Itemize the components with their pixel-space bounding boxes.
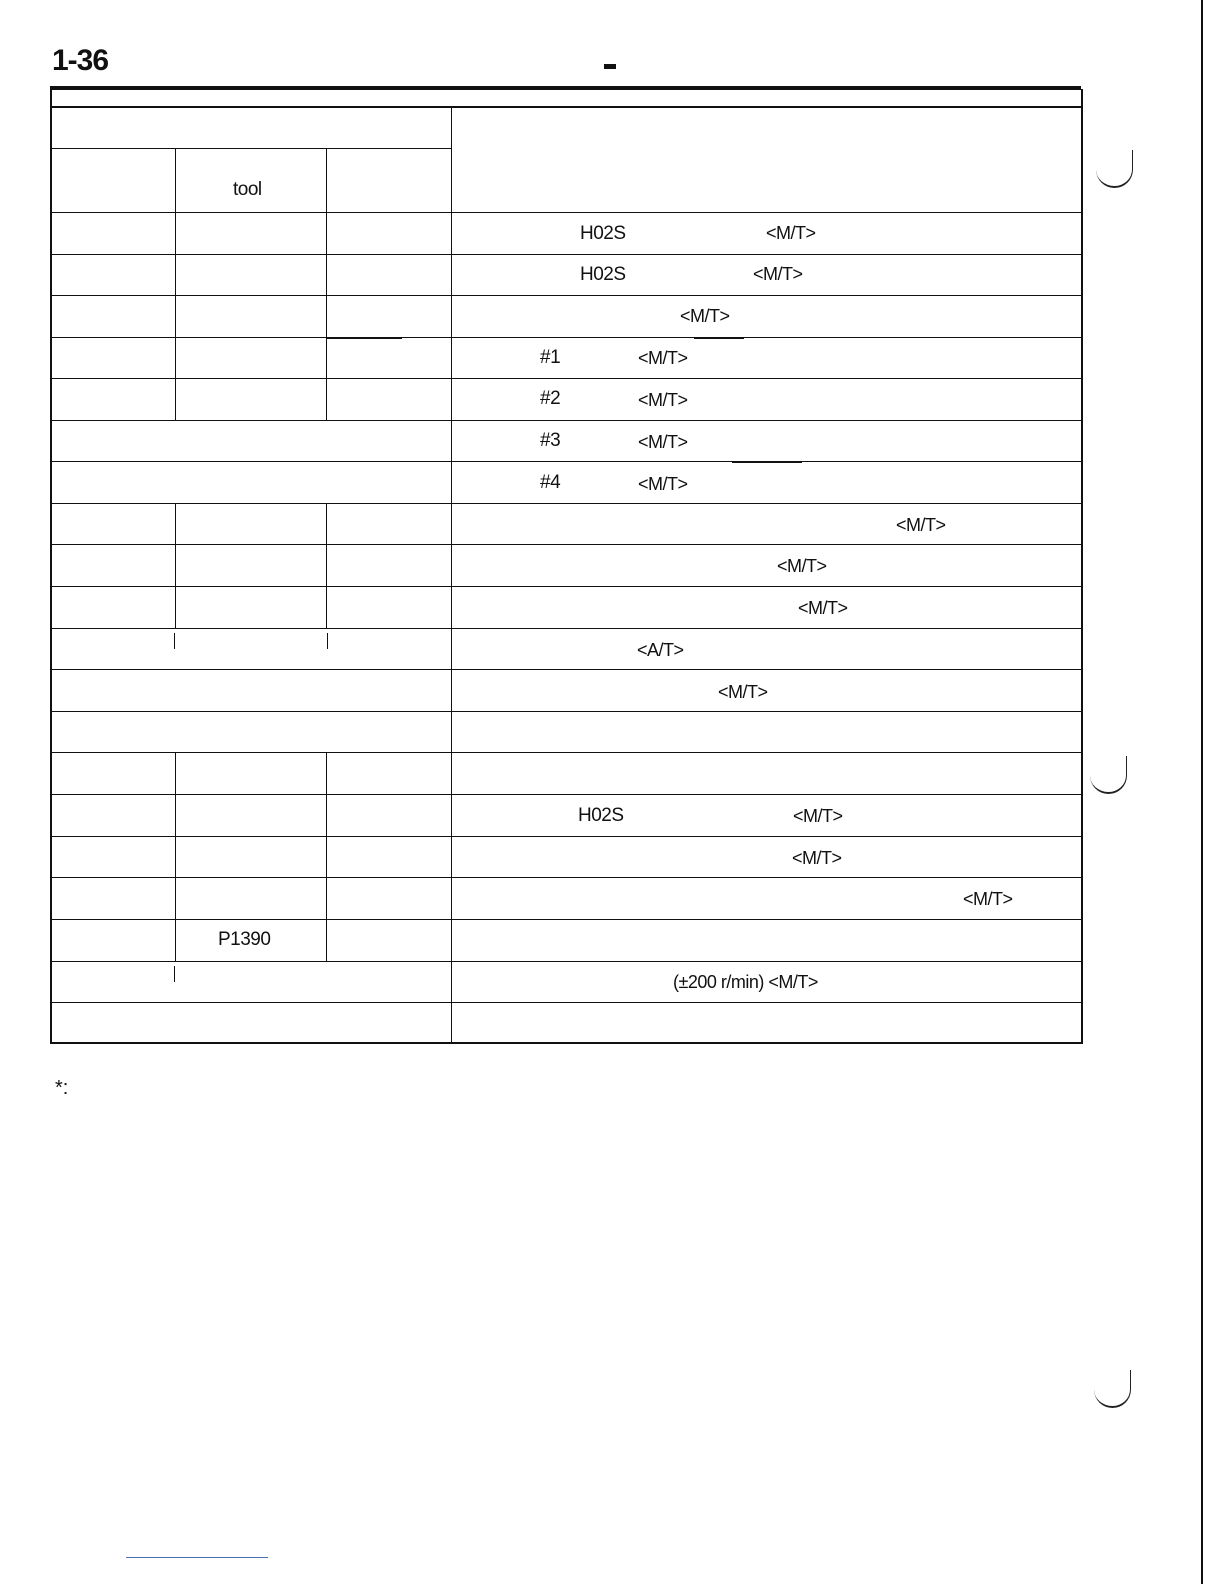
column-divider-1b (175, 503, 176, 628)
row-line (50, 836, 1081, 837)
column-divider-1c (175, 752, 176, 962)
r19-rpm: (±200 r/min) <M/T> (673, 972, 818, 992)
underline-mark (326, 338, 402, 339)
row-line (50, 1002, 1081, 1003)
r7-cyl: #4 (540, 472, 561, 493)
r6-mt: <M/T> (638, 432, 688, 452)
r17-mt: <M/T> (963, 889, 1013, 909)
r18-code: P1390 (218, 929, 271, 950)
row-line (50, 628, 1081, 629)
row-line (50, 919, 1081, 920)
r11-at: <A/T> (637, 640, 684, 660)
row-line (50, 794, 1081, 795)
header-dash (604, 64, 616, 69)
binder-hole-icon (1096, 150, 1133, 188)
underline-mark (732, 462, 802, 463)
row-line (50, 711, 1081, 712)
row-line (50, 295, 1081, 296)
r10-mt: <M/T> (798, 598, 848, 618)
row-line (50, 420, 1081, 421)
column-divider-main (451, 108, 452, 1042)
row-line (50, 461, 1081, 462)
tick-r11-b (327, 633, 328, 649)
r8-mt: <M/T> (896, 515, 946, 535)
r4-cyl: #1 (540, 347, 561, 368)
row-line (50, 961, 1081, 962)
row-line (50, 877, 1081, 878)
footnote-marker: *: (55, 1077, 69, 1099)
row-line (50, 378, 1081, 379)
tick-r19-a (174, 966, 175, 982)
underline-mark (698, 420, 756, 421)
r2-mt: <M/T> (753, 264, 803, 284)
tick-r11-a (174, 633, 175, 649)
table-frame (50, 89, 1083, 1044)
row-line (50, 752, 1081, 753)
row-line (50, 254, 1081, 255)
dtc-table (50, 89, 1081, 1044)
row-line (50, 212, 1081, 213)
column-divider-1 (175, 149, 176, 420)
r4-mt: <M/T> (638, 348, 688, 368)
binder-hole-icon (1090, 756, 1127, 794)
row-line (50, 586, 1081, 587)
r16-mt: <M/T> (792, 848, 842, 868)
row-line (50, 337, 1081, 338)
r1-mt: <M/T> (766, 223, 816, 243)
page-number: 1-36 (52, 44, 109, 77)
page-edge-line (1201, 0, 1203, 1584)
r1-h02s: H02S (580, 223, 626, 244)
column-divider-2 (326, 149, 327, 420)
column-divider-2c (326, 752, 327, 962)
row-line (50, 669, 1081, 670)
binder-hole-icon (1094, 1370, 1131, 1408)
r7-mt: <M/T> (638, 474, 688, 494)
r6-cyl: #3 (540, 430, 561, 451)
r12-mt: <M/T> (718, 682, 768, 702)
r15-h02s: H02S (578, 805, 624, 826)
row-line (50, 544, 1081, 545)
row-line (50, 503, 1081, 504)
header-subdivide (50, 148, 451, 149)
underline-mark (694, 338, 744, 339)
column-divider-2b (326, 503, 327, 628)
r5-mt: <M/T> (638, 390, 688, 410)
header-tool-label: tool (233, 179, 262, 200)
r9-mt: <M/T> (777, 556, 827, 576)
r15-mt: <M/T> (793, 806, 843, 826)
r5-cyl: #2 (540, 388, 561, 409)
footer-rule (126, 1557, 268, 1558)
r3-mt: <M/T> (680, 306, 730, 326)
r2-h02s: H02S (580, 264, 626, 285)
